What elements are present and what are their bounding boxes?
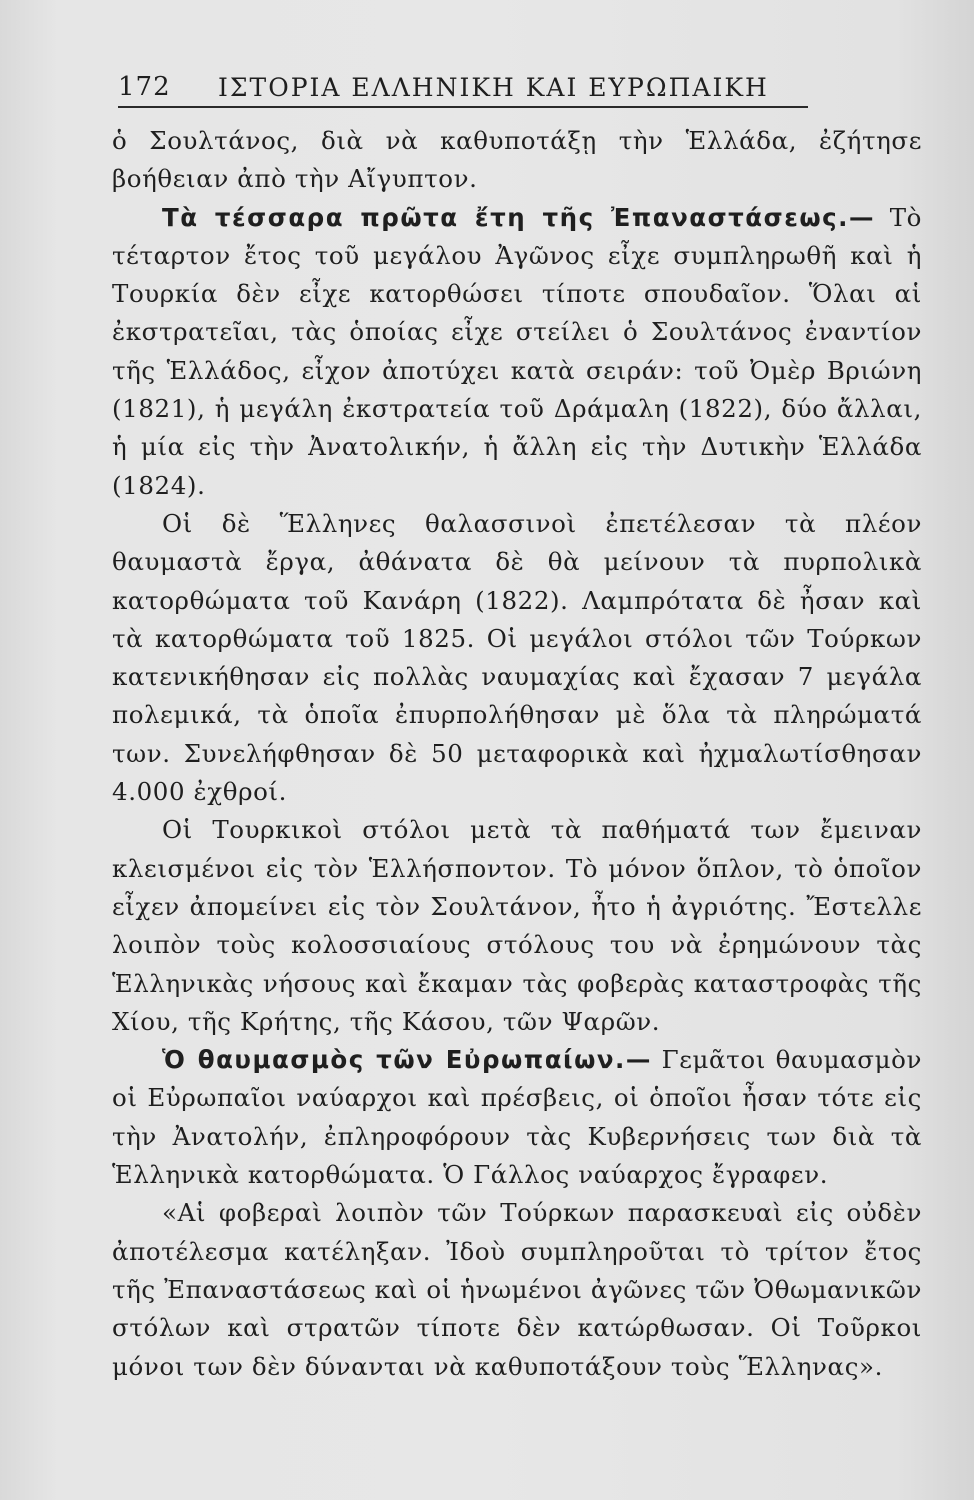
- section-heading-european-admiration: Ὁ θαυμασμὸς τῶν Εὐρωπαίων.—: [162, 1045, 652, 1075]
- page-body: [112, 122, 922, 1386]
- paragraph-continuation: [112, 122, 922, 199]
- paragraph-text: Τὸ τέταρτον ἔτος τοῦ μεγάλου Ἀγῶνος εἶχε συμπληρωθῆ καὶ ἡ Τουρκία δὲν εἶχε κατορθώσει τίποτε σπουδαῖον. Ὅλαι αἱ ἐκστρατεῖαι, τὰς ὁποίας εἶχε στείλει ὁ Σουλτάνος ἐναντίον τῆς Ἑλλάδος, εἶχον ἀποτύχει κατὰ σειράν: τοῦ Ὀμὲρ Βριώνη (1821), ἡ μεγάλη ἐκστρατεία τοῦ Δράμαλη (1822), δύο ἄλλαι, ἡ μία εἰς τὴν Ἀνατολικήν, ἡ ἄλλη εἰς τὴν Δυτικὴν Ἑλλάδα (1824).: [112, 202, 922, 500]
- page-header: [118, 64, 808, 108]
- paragraph-text: ὁ Σουλτάνος, διὰ νὰ καθυποτάξῃ τὴν Ἑλλάδα, ἐζήτησε βοήθειαν ἀπὸ τὴν Αἴγυπτον.: [112, 126, 922, 194]
- page-number: 172: [118, 72, 171, 102]
- paragraph-seafarers: [112, 505, 922, 811]
- paragraph-turkish-fleets: [112, 811, 922, 1041]
- paragraph-european-admiration: [112, 1041, 922, 1194]
- paragraph-text: Οἱ Τουρκικοὶ στόλοι μετὰ τὰ παθήματά των ἔμειναν κλεισμένοι εἰς τὸν Ἑλλήσποντον. Τὸ μόνον ὅπλον, τὸ ὁποῖον εἶχεν ἀπομείνει εἰς τὸν Σουλτάνον, ἦτο ἡ ἀγριότης. Ἔστελλε λοιπὸν τοὺς κολοσσιαίους στόλους του νὰ ἐρημώνουν τὰς Ἑλληνικὰς νήσους καὶ ἔκαμαν τὰς φοβερὰς καταστροφὰς τῆς Χίου, τῆς Κρήτης, τῆς Κάσου, τῶν Ψαρῶν.: [112, 815, 922, 1036]
- section-heading-first-years: Τὰ τέσσαρα πρῶτα ἔτη τῆς Ἐπαναστάσεως.—: [162, 202, 875, 232]
- paragraph-first-years: [112, 199, 922, 505]
- running-title: ΙΣΤΟΡΙΑ ΕΛΛΗΝΙΚΗ ΚΑΙ ΕΥΡΩΠΑΙΚΗ: [218, 73, 769, 102]
- paragraph-text: Οἱ δὲ Ἕλληνες θαλασσινοὶ ἐπετέλεσαν τὰ πλέον θαυμαστὰ ἔργα, ἀθάνατα δὲ θὰ μείνουν τὰ πυρπολικὰ κατορθώματα τοῦ Κανάρη (1822). Λαμπρότατα δὲ ἦσαν καὶ τὰ κατορθώματα τοῦ 1825. Οἱ μεγάλοι στόλοι τῶν Τούρκων κατενικήθησαν εἰς πολλὰς ναυμαχίας καὶ ἔχασαν 7 μεγάλα πολεμικά, τὰ ὁποῖα ἐπυρπολήθησαν μὲ ὅλα τὰ πληρώματά των. Συνελήφθησαν δὲ 50 μεταφορικὰ καὶ ἠχμαλωτίσθησαν 4.000 ἐχθροί.: [112, 508, 922, 807]
- paragraph-text: «Αἱ φοβεραὶ λοιπὸν τῶν Τούρκων παρασκευαὶ εἰς οὐδὲν ἀποτέλεσμα κατέληξαν. Ἰδοὺ συμπληροῦται τὸ τρίτον ἔτος τῆς Ἐπαναστάσεως καὶ οἱ ἡνωμένοι ἀγῶνες τῶν Ὀθωμανικῶν στόλων καὶ στρατῶν τίποτε δὲν κατώρθωσαν. Οἱ Τοῦρκοι μόνοι των δὲν δύνανται νὰ καθυποτάξουν τοὺς Ἕλληνας».: [112, 1198, 922, 1381]
- paragraph-quotation: [112, 1194, 922, 1385]
- paragraph-text: Γεμᾶτοι θαυμασμὸν οἱ Εὐρωπαῖοι ναύαρχοι καὶ πρέσβεις, οἱ ὁποῖοι ἦσαν τότε εἰς τὴν Ἀνατολήν, ἐπληροφόρουν τὰς Κυβερνήσεις των διὰ τὰ Ἑλληνικὰ κατορθώματα. Ὁ Γάλλος ναύαρχος ἔγραφεν.: [112, 1045, 922, 1190]
